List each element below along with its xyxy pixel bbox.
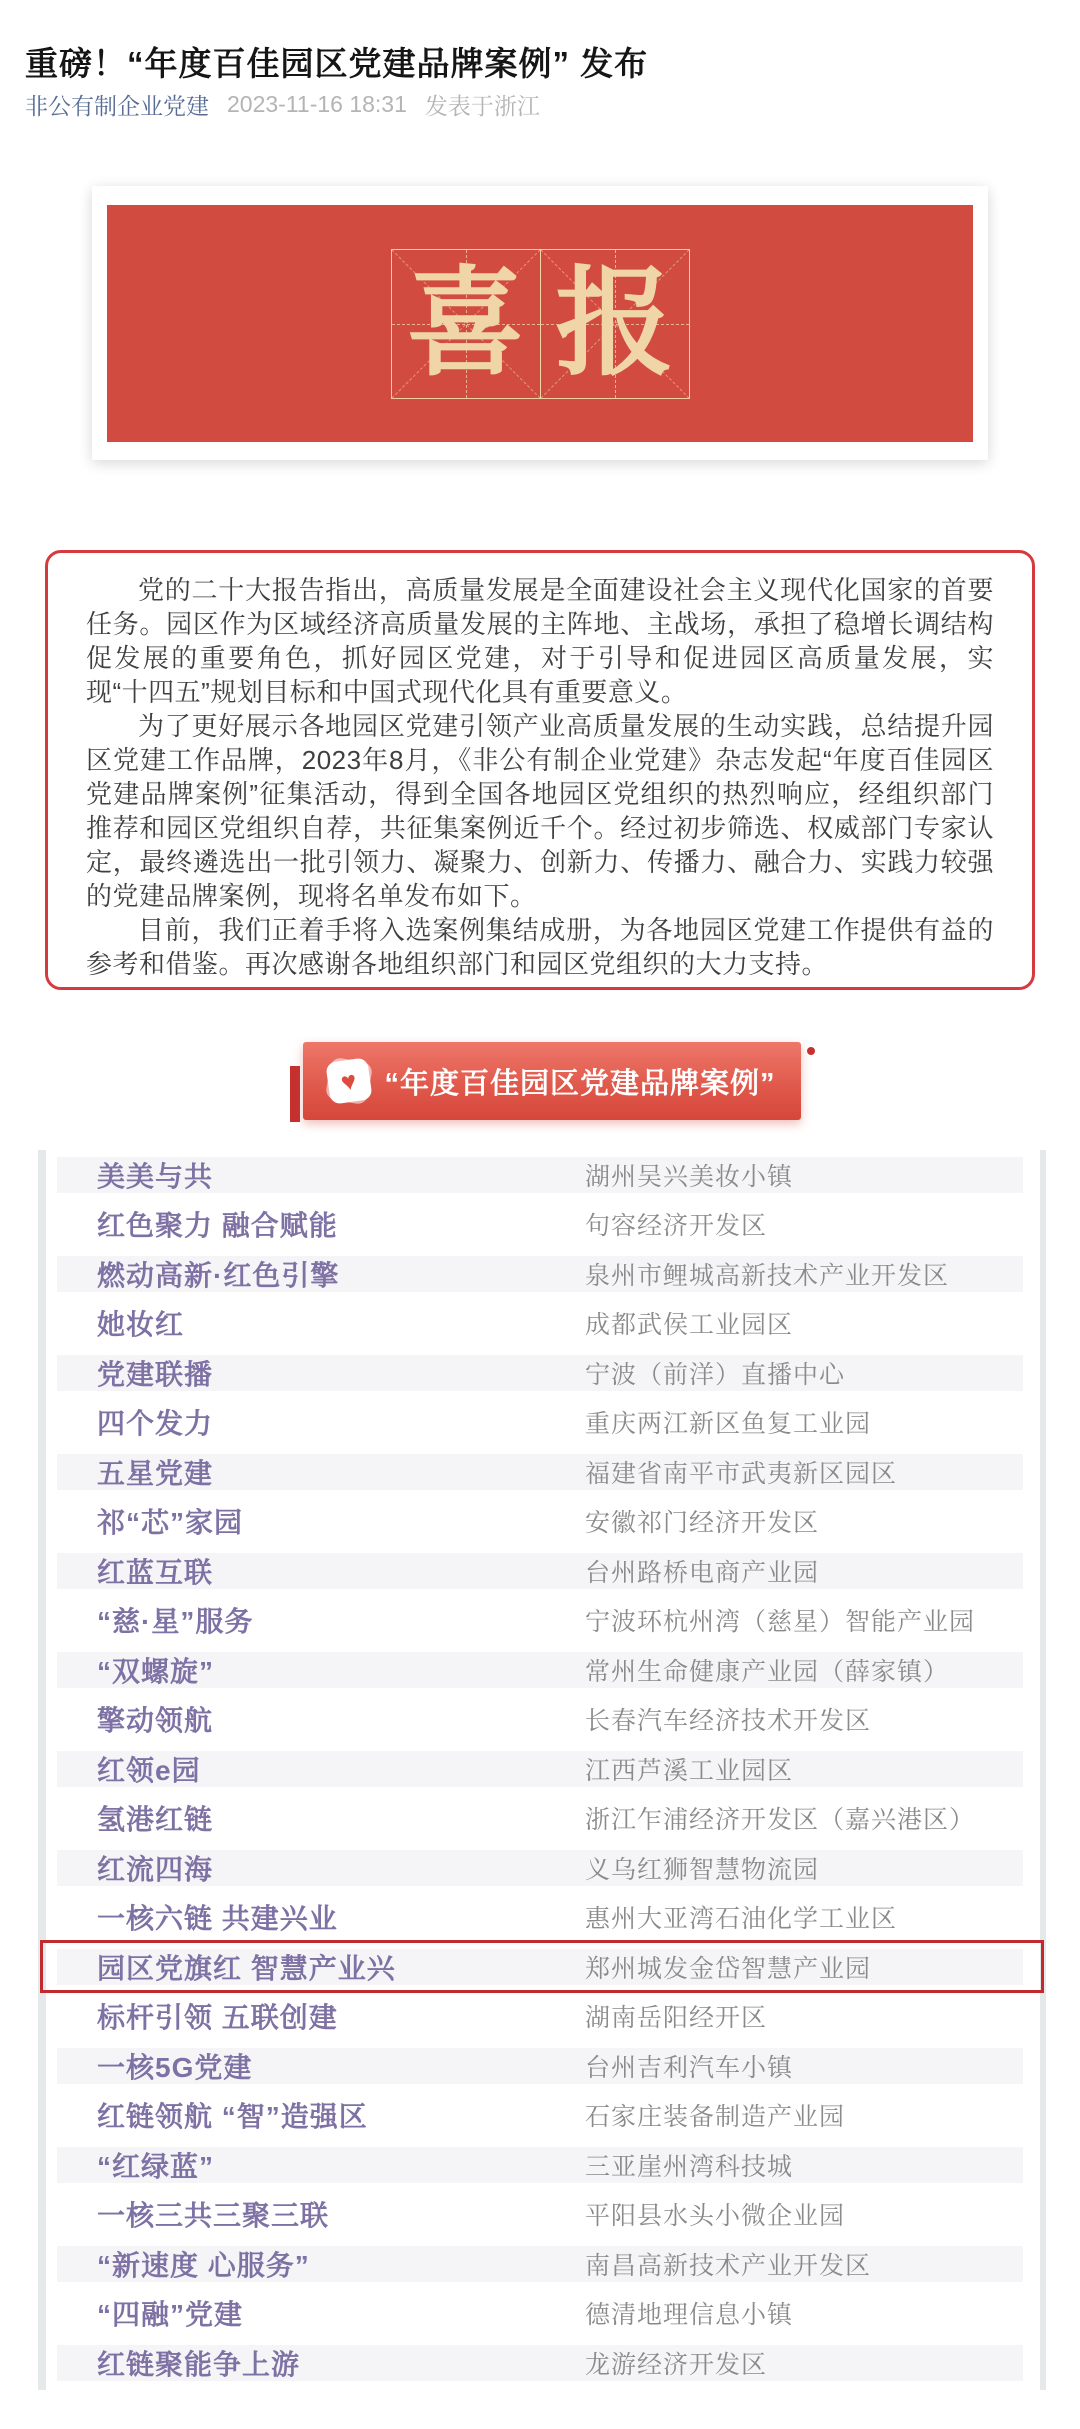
table-row — [57, 2140, 1023, 2190]
byline — [25, 88, 1055, 121]
table-left-edge — [38, 1150, 46, 2390]
brand-name: 红领e园 — [97, 1754, 201, 1786]
table-row — [57, 1348, 1023, 1398]
brand-name: “新速度 心服务” — [97, 2249, 310, 2281]
park-name: 安徽祁门经济开发区 — [585, 1509, 820, 1538]
park-name: 德清地理信息小镇 — [585, 2301, 794, 2330]
brand-name: “红绿蓝” — [97, 2150, 215, 2182]
heart-bubble-icon — [328, 1060, 370, 1102]
table-row — [57, 1992, 1023, 2042]
park-name: 南昌高新技术产业开发区 — [585, 2251, 872, 2280]
park-name: 浙江乍浦经济开发区（嘉兴港区） — [585, 1806, 976, 1835]
grid-cell-right — [540, 249, 690, 399]
table-row — [57, 1447, 1023, 1497]
park-name: 湖南岳阳经开区 — [585, 2004, 768, 2033]
park-name: 石家庄装备制造产业园 — [585, 2103, 846, 2132]
park-name: 福建省南平市武夷新区园区 — [585, 1459, 898, 1488]
good-news-red-panel — [107, 205, 973, 442]
brand-name: 一核六链 共建兴业 — [97, 1903, 338, 1935]
table-row — [57, 1249, 1023, 1299]
table-row — [57, 2091, 1023, 2141]
table-row — [57, 1794, 1023, 1844]
table-row — [57, 2041, 1023, 2091]
table-row — [57, 1546, 1023, 1596]
banner-char-right: 报 — [555, 257, 674, 390]
intro-paragraph: 为了更好展示各地园区党建引领产业高质量发展的生动实践，总结提升园区党建工作品牌，2023年8月，《非公有制企业党建》杂志发起“年度百佳园区党建品牌案例”征集活动，得到全国各地园区党组织的热烈响应，经组织部门推荐和园区党组织自荐，共征集案例近千个。经过初步筛选、权威部门专家认定，最终遴选出一批引领力、凝聚力、创新力、传播力、融合力、实践力较强的党建品牌案例，现将名单发布如下。 — [86, 711, 994, 911]
park-name: 郑州城发金岱智慧产业园 — [585, 1954, 872, 1983]
table-row — [57, 1645, 1023, 1695]
park-name: 常州生命健康产业园（薛家镇） — [585, 1657, 950, 1686]
brand-name: 红色聚力 融合赋能 — [97, 1210, 338, 1242]
park-name: 湖州吴兴美妆小镇 — [585, 1162, 794, 1191]
publish-location: 发表于浙江 — [424, 93, 540, 119]
brand-name: “四融”党建 — [97, 2299, 244, 2331]
intro-text-box — [45, 550, 1035, 990]
awards-table — [57, 1150, 1023, 2388]
park-name: 龙游经济开发区 — [585, 2350, 768, 2379]
ribbon-dot-decoration — [807, 1047, 815, 1055]
table-row — [57, 2239, 1023, 2289]
table-row — [57, 1497, 1023, 1547]
table-row — [57, 1695, 1023, 1745]
good-news-banner — [92, 186, 988, 460]
park-name: 宁波（前洋）直播中心 — [585, 1360, 846, 1389]
brand-name: 红蓝互联 — [97, 1556, 214, 1588]
table-row — [57, 1200, 1023, 1250]
heart-icon: ♥ — [338, 1064, 361, 1098]
grid-cell-left — [391, 249, 541, 399]
park-name: 义乌红狮智慧物流园 — [585, 1855, 820, 1884]
table-row — [57, 2338, 1023, 2388]
brand-name: 四个发力 — [97, 1408, 214, 1440]
intro-paragraph: 目前，我们正着手将入选案例集结成册，为各地园区党建工作提供有益的参考和借鉴。再次感谢各地组织部门和园区党组织的大力支持。 — [86, 915, 994, 979]
park-name: 惠州大亚湾石油化学工业区 — [585, 1905, 898, 1934]
brand-name: “慈·星”服务 — [97, 1606, 254, 1638]
table-row — [57, 1893, 1023, 1943]
table-row — [57, 1299, 1023, 1349]
brand-name: 党建联播 — [97, 1358, 214, 1390]
table-row — [57, 2190, 1023, 2240]
brand-name: 祁“芯”家园 — [97, 1507, 244, 1539]
table-row — [57, 2289, 1023, 2339]
account-link[interactable]: 非公有制企业党建 — [25, 93, 209, 119]
brand-name: 红流四海 — [97, 1853, 214, 1885]
brand-name: 红链聚能争上游 — [97, 2348, 301, 2380]
table-row — [57, 1843, 1023, 1893]
brand-name: 标杆引领 五联创建 — [97, 2002, 338, 2034]
park-name: 台州路桥电商产业园 — [585, 1558, 820, 1587]
park-name: 平阳县水头小微企业园 — [585, 2202, 846, 2231]
brand-name: 园区党旗红 智慧产业兴 — [97, 1952, 396, 1984]
brand-name: “双螺旋” — [97, 1655, 215, 1687]
intro-paragraph: 党的二十大报告指出，高质量发展是全面建设社会主义现代化国家的首要任务。园区作为区域经济高质量发展的主阵地、主战场，承担了稳增长调结构促发展的重要角色，抓好园区党建，对于引导和促进园区高质量发展，实现“十四五”规划目标和中国式现代化具有重要意义。 — [86, 575, 994, 707]
park-name: 台州吉利汽车小镇 — [585, 2053, 794, 2082]
park-name: 宁波环杭州湾（慈星）智能产业园 — [585, 1608, 976, 1637]
page-title: 重磅！“年度百佳园区党建品牌案例” 发布 — [25, 45, 649, 83]
park-name: 三亚崖州湾科技城 — [585, 2152, 794, 2181]
table-row — [57, 1398, 1023, 1448]
table-row — [57, 1942, 1023, 1992]
table-row — [57, 1744, 1023, 1794]
brand-name: 一核5G党建 — [97, 2051, 253, 2083]
table-row — [57, 1150, 1023, 1200]
brand-name: 一核三共三聚三联 — [97, 2200, 330, 2232]
park-name: 江西芦溪工业园区 — [585, 1756, 794, 1785]
park-name: 长春汽车经济技术开发区 — [585, 1707, 872, 1736]
brand-name: 擎动领航 — [97, 1705, 214, 1737]
section-title: “年度百佳园区党建品牌案例” — [384, 1067, 776, 1100]
park-name: 句容经济开发区 — [585, 1212, 768, 1241]
banner-char-left: 喜 — [406, 257, 525, 390]
park-name: 成都武侯工业园区 — [585, 1311, 794, 1340]
brand-name: 燃动高新·红色引擎 — [97, 1259, 340, 1291]
brand-name: 红链领航 “智”造强区 — [97, 2101, 368, 2133]
park-name: 泉州市鲤城高新技术产业开发区 — [585, 1261, 950, 1290]
brand-name: 氢港红链 — [97, 1804, 214, 1836]
character-grid — [391, 249, 690, 399]
publish-datetime: 2023-11-16 18:31 — [227, 91, 407, 117]
ribbon-accent-bar — [290, 1066, 300, 1122]
brand-name: 美美与共 — [97, 1160, 214, 1192]
table-right-edge — [1040, 1150, 1046, 2390]
table-row — [57, 1596, 1023, 1646]
brand-name: 五星党建 — [97, 1457, 214, 1489]
section-ribbon — [303, 1042, 801, 1120]
brand-name: 她妆红 — [97, 1309, 185, 1341]
park-name: 重庆两江新区鱼复工业园 — [585, 1410, 872, 1439]
